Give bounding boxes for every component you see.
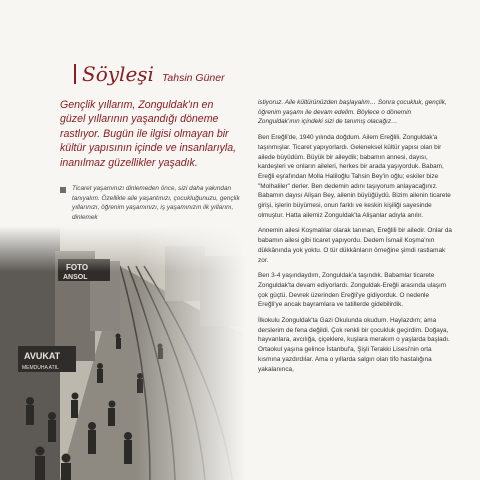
body-paragraph: Annemin ailesi Koşmalılar olarak tanınan, Ereğlili bir ailedir. Onlar da babamın ailesi gibi ticaret yapıyordu. Dedem İsmail Koşma'nın dükkânında yok yoktu. O tür dükkânların örneğine şimdi rastlamak zor.	[258, 227, 452, 264]
intro-question: Ticaret yaşamınızı dinlemeden önce, sizi daha yakından tanıyalım. Özellikle aile yaşantınızı, çocukluğunuzu, gençlik yıllarınızı, öğrenim yaşamınızı, iş yaşamınızın ilk yıllarını, dinlemek	[72, 185, 240, 221]
header-accent-bar	[74, 64, 76, 84]
article-header	[74, 62, 225, 86]
pull-quote: Gençlik yıllarım, Zonguldak'ın en güzel yıllarının yaşandığı döneme rastlıyor. Bugün ile ilgisi olmayan bir kültür yapısının içinde ve insanlarıyla, inanılmaz güzellikler yaşadık.	[60, 99, 237, 169]
body-text-column	[258, 98, 454, 380]
author-name: Tahsin Güner	[161, 72, 225, 84]
body-paragraph: Ben 3-4 yaşındaydım, Zonguldak'a taşındık. Babamlar ticarete Zonguldak'ta devam ediyorlardı. Zonguldak-Ereğli arasında ulaşım çok güçtü. Devrek üzerinden Ereğli'ye gidiyorduk. O nedenle Ereğli'ye ancak bayramlara ve tatillerde gidebilirdik.	[258, 272, 447, 309]
historic-street-photo	[0, 226, 246, 480]
body-paragraph: İlkokulu Zonguldak'ta Gazi Okulunda okudum. Haylazdım; ama derslerim de fena değildi. Çok renkli bir çocukluk geçirdim. Doğaya, hayvanlara, avcılığa, çiçeklere, kuşlara merakım o yaşlarda başladı. Ortaokul yaşına gelince İstanbul'a, Şişli Terakki Lisesi'nin orta kısmına yazdırdılar. Ama o yıllarda salgın olan tifo hastalığına yakalanınca,	[258, 317, 450, 373]
caption-bullet-icon	[60, 187, 66, 193]
body-paragraph: Ben Ereğli'de, 1940 yılında doğdum. Ailem Ereğlili. Zonguldak'a taşınmışlar. Ticaret yapıyorlardı. Geleneksel kültür yapısı olan bir ailede büyüdüm. Büyük bir aileydik; babamın annesi, dayısı, kardeşleri ve onların aileleri, herkes bir arada yaşıyorduk. Babam, Ereğli eşrafından Molla Haliloğlu Tahsin Bey'in oğlu; eskiler bize "Molhaliler" derler. Ben dedemin adını taşıyorum anlayacağınız. Babamın dayısı Alişan Bey, ailenin büyüğüydü. Bizim ailenin ticarete girişi, işlerin büyümesi, onun farklı ve keskin kişiliği sayesinde olmuştur. Hatta ailemiz Zonguldak'ta Alişanlar adıyla anılır.	[258, 134, 451, 219]
section-title: Söyleşi	[82, 62, 154, 86]
body-paragraph: istiyoruz. Aile kültürünüzden başlayalım… Sonra çocukluk, gençlik, öğrenim yaşamı ile devam edelim. Böylece o dönemin Zonguldak'ının içindeki sizi de tanımış olacağız…	[258, 99, 447, 126]
